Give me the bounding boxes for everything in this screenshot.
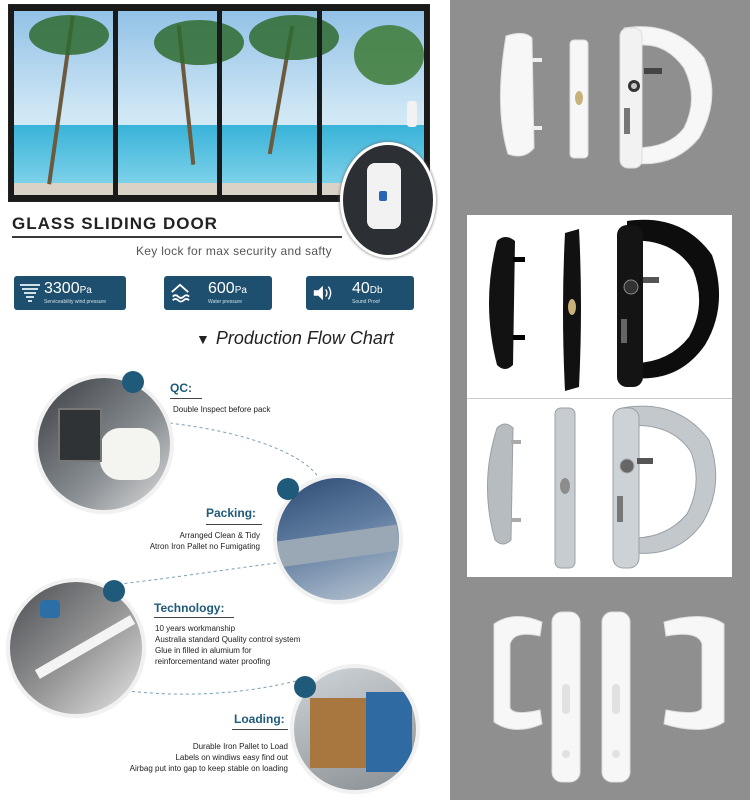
panel-divider: [467, 398, 732, 399]
technology-title: Technology:: [154, 601, 225, 615]
container: [366, 692, 412, 772]
technology-underline: [154, 617, 234, 618]
qc-photo: [38, 378, 170, 510]
wind-icon: [20, 282, 40, 304]
wind-pressure-badge: [14, 276, 126, 310]
white-d-handle: [620, 27, 712, 168]
door-handle: [407, 101, 417, 127]
step-marker: [294, 676, 316, 698]
qc-title: QC:: [170, 381, 192, 395]
white-trim-plate: [570, 40, 588, 158]
aluminium-profile: [35, 615, 135, 679]
white-right-lever: [664, 616, 724, 729]
water-pressure-caption: Water pressure: [208, 299, 242, 305]
packing-description: Arranged Clean & Tidy Atron Iron Pallet no Fumigating: [149, 531, 260, 551]
qc-description: Double Inspect before pack: [173, 405, 271, 414]
tree-leaves: [354, 25, 424, 85]
water-pressure-value: 600Pa: [208, 280, 247, 297]
flow-chart-heading: ▼ Production Flow Chart: [196, 328, 394, 348]
door-frame: [9, 5, 14, 201]
wind-pressure-caption: Serviceability wind pressure: [44, 299, 106, 305]
step-marker: [277, 478, 299, 500]
water-house-icon: [170, 282, 190, 304]
white-exterior-plate: [500, 33, 542, 156]
door-frame: [317, 5, 322, 201]
white-right-backplate: [602, 612, 630, 782]
page-subtitle: Key lock for max security and safty: [136, 244, 332, 258]
white-left-backplate: [552, 612, 580, 782]
technology-photo: [10, 582, 142, 714]
palm-leaves: [29, 15, 109, 55]
white-lever-handle-set: [484, 604, 734, 794]
sound-proof-badge: [306, 276, 414, 310]
white-left-lever: [494, 616, 542, 729]
tool: [40, 600, 60, 618]
page-title: GLASS SLIDING DOOR: [12, 214, 218, 233]
black-trim-plate: [563, 229, 581, 391]
silver-trim-plate: [555, 408, 575, 568]
qc-underline: [170, 398, 202, 399]
step-marker: [122, 371, 144, 393]
white-handle-set: [484, 18, 734, 198]
gloved-hand: [100, 428, 160, 480]
loading-underline: [232, 729, 288, 730]
door-frame-top: [9, 5, 429, 11]
black-d-handle: [617, 220, 719, 387]
wrapped-profile: [277, 525, 399, 568]
black-exterior-plate: [489, 237, 525, 369]
palm-leaves: [154, 20, 244, 65]
handle-closeup-inset: [340, 142, 436, 258]
sound-proof-caption: Sound Proof: [352, 299, 380, 305]
silver-handle-set: [467, 400, 732, 577]
door-frame: [113, 5, 118, 201]
key-icon: [379, 191, 387, 201]
packing-title: Packing:: [206, 506, 257, 520]
gauge-device: [58, 408, 102, 462]
door-frame: [217, 5, 222, 201]
step-marker: [103, 580, 125, 602]
title-underline: [12, 236, 342, 238]
packing-underline: [206, 524, 262, 525]
triangle-down-icon: ▼: [196, 331, 210, 347]
pallet-stack: [310, 698, 366, 768]
water-pressure-badge: [164, 276, 272, 310]
speaker-icon: [312, 282, 332, 304]
silver-d-handle: [613, 406, 716, 568]
wind-pressure-value: 3300Pa: [44, 280, 92, 297]
black-handle-set: [467, 215, 732, 398]
sound-proof-value: 40Db: [352, 280, 383, 297]
palm-leaves: [249, 15, 339, 60]
loading-description: Durable Iron Pallet to Load Labels on windiws easy find out Airbag put into gap to keep stable on loading: [129, 742, 288, 773]
loading-title: Loading:: [234, 712, 285, 726]
silver-exterior-plate: [487, 424, 521, 544]
technology-description: 10 years workmanship Australia standard Quality control system Glue in filled in alumium for reinforcementand water proofing: [155, 624, 301, 666]
